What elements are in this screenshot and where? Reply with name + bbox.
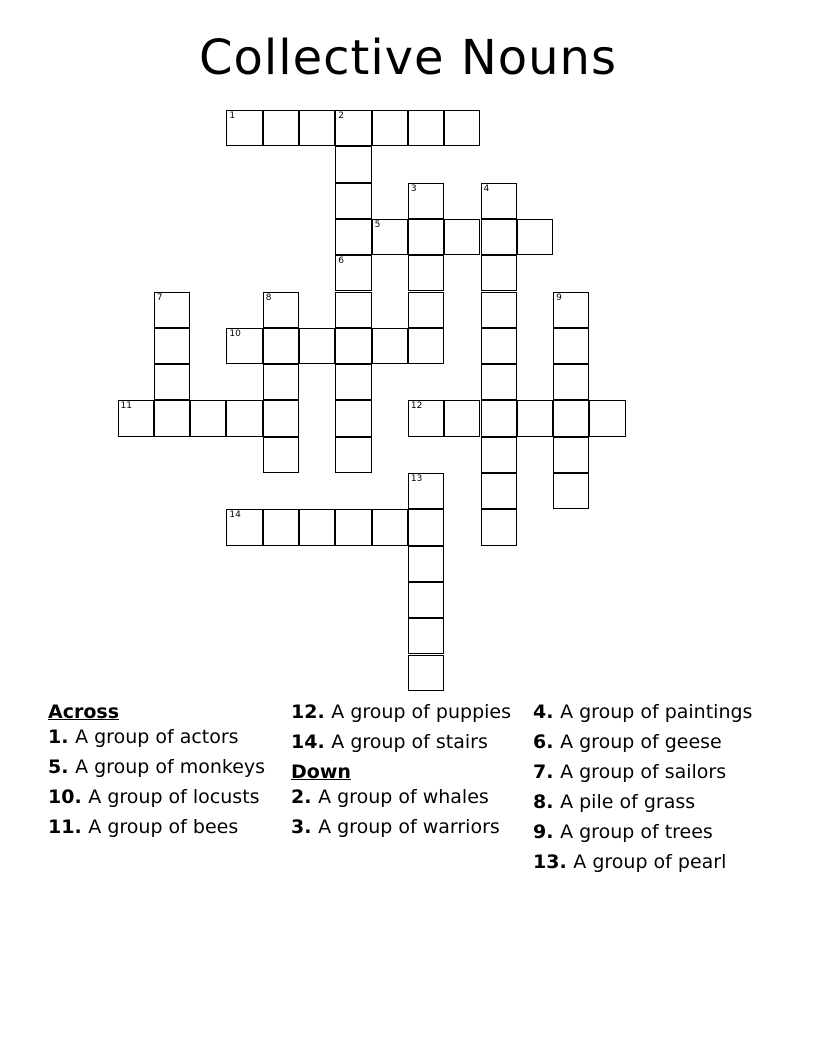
across-heading: Across <box>48 701 120 723</box>
cell-number: 10 <box>229 328 241 339</box>
grid-cell[interactable] <box>408 328 444 364</box>
grid-cell[interactable] <box>335 255 371 291</box>
grid-cell[interactable] <box>335 328 371 364</box>
grid-cell[interactable] <box>408 546 444 582</box>
grid-cell[interactable] <box>553 400 589 436</box>
grid-cell[interactable] <box>372 328 408 364</box>
grid-cell[interactable] <box>372 509 408 545</box>
grid-cell[interactable] <box>408 292 444 328</box>
grid-cell[interactable] <box>408 655 444 691</box>
grid-cell[interactable] <box>444 219 480 255</box>
grid-cell[interactable] <box>335 292 371 328</box>
grid-cell[interactable] <box>154 400 190 436</box>
cell-number: 7 <box>156 292 163 303</box>
grid-cell[interactable] <box>335 400 371 436</box>
grid-cell[interactable] <box>299 509 335 545</box>
clue-across-1: 1. A group of actors <box>48 726 239 748</box>
grid-cell[interactable] <box>481 219 517 255</box>
cell-number: 5 <box>374 219 381 230</box>
grid-cell[interactable] <box>444 400 480 436</box>
grid-cell[interactable] <box>154 364 190 400</box>
grid-cell[interactable] <box>481 509 517 545</box>
cell-number: 8 <box>265 292 272 303</box>
grid-cell[interactable] <box>226 509 262 545</box>
clue-down-9: 9. A group of trees <box>533 821 713 843</box>
clue-across-10: 10. A group of locusts <box>48 786 260 808</box>
grid-cell[interactable] <box>372 219 408 255</box>
grid-cell[interactable] <box>481 437 517 473</box>
grid-cell[interactable] <box>481 400 517 436</box>
cell-number: 13 <box>410 474 423 484</box>
clue-column-3 <box>533 702 768 882</box>
clue-column-1 <box>48 702 283 847</box>
clue-across-14: 14. A group of stairs <box>291 731 488 753</box>
clue-down-4: 4. A group of paintings <box>533 701 753 723</box>
grid-cell[interactable] <box>408 110 444 146</box>
grid-cell[interactable] <box>335 364 371 400</box>
grid-cell[interactable] <box>263 400 299 436</box>
grid-cell[interactable] <box>299 328 335 364</box>
cell-number: 6 <box>338 256 345 267</box>
down-heading: Down <box>291 761 351 783</box>
grid-cell[interactable] <box>190 400 226 436</box>
grid-cell[interactable] <box>408 509 444 545</box>
grid-cell[interactable] <box>226 400 262 436</box>
grid-cell[interactable] <box>335 219 371 255</box>
grid-cell[interactable] <box>263 292 299 328</box>
grid-cell[interactable] <box>263 509 299 545</box>
grid-cell[interactable] <box>226 110 262 146</box>
clue-down-6: 6. A group of geese <box>533 731 722 753</box>
grid-cell[interactable] <box>481 292 517 328</box>
grid-cell[interactable] <box>517 219 553 255</box>
clue-across-11: 11. A group of bees <box>48 816 239 838</box>
cell-number: 9 <box>556 292 562 303</box>
grid-cell[interactable] <box>263 328 299 364</box>
cell-number: 2 <box>338 111 345 121</box>
grid-cell[interactable] <box>481 183 517 219</box>
cell-number: 14 <box>229 510 241 521</box>
grid-cell[interactable] <box>263 364 299 400</box>
clue-across-5: 5. A group of monkeys <box>48 756 266 778</box>
grid-cell[interactable] <box>372 110 408 146</box>
grid-cell[interactable] <box>553 364 589 400</box>
grid-cell[interactable] <box>154 328 190 364</box>
grid-cell[interactable] <box>589 400 625 436</box>
grid-cell[interactable] <box>335 146 371 182</box>
grid-cell[interactable] <box>408 473 444 509</box>
cell-number: 11 <box>120 401 132 412</box>
grid-cell[interactable] <box>481 328 517 364</box>
grid-cell[interactable] <box>118 400 154 436</box>
grid-cell[interactable] <box>553 292 589 328</box>
grid-cell[interactable] <box>481 364 517 400</box>
cell-number: 12 <box>410 401 423 412</box>
clue-down-7: 7. A group of sailors <box>533 761 727 783</box>
grid-cell[interactable] <box>553 328 589 364</box>
grid-cell[interactable] <box>408 618 444 654</box>
grid-cell[interactable] <box>408 400 444 436</box>
grid-cell[interactable] <box>299 110 335 146</box>
grid-cell[interactable] <box>263 437 299 473</box>
grid-cell[interactable] <box>408 183 444 219</box>
grid-cell[interactable] <box>553 473 589 509</box>
grid-cell[interactable] <box>335 509 371 545</box>
clue-down-3: 3. A group of warriors <box>291 816 500 838</box>
clue-column-2 <box>291 702 526 847</box>
grid-cell[interactable] <box>553 437 589 473</box>
grid-cell[interactable] <box>263 110 299 146</box>
clue-down-13: 13. A group of pearl <box>533 851 727 873</box>
cell-number: 1 <box>229 111 236 121</box>
grid-cell[interactable] <box>154 292 190 328</box>
cell-number: 4 <box>483 183 490 194</box>
grid-cell[interactable] <box>335 110 371 146</box>
grid-cell[interactable] <box>481 255 517 291</box>
grid-cell[interactable] <box>444 110 480 146</box>
clue-down-2: 2. A group of whales <box>291 786 489 808</box>
grid-cell[interactable] <box>481 473 517 509</box>
grid-cell[interactable] <box>335 437 371 473</box>
grid-cell[interactable] <box>408 219 444 255</box>
clue-down-8: 8. A pile of grass <box>533 791 696 813</box>
grid-cell[interactable] <box>226 328 262 364</box>
grid-cell[interactable] <box>408 582 444 618</box>
grid-cell[interactable] <box>335 183 371 219</box>
grid-cell[interactable] <box>517 400 553 436</box>
puzzle-title: Collective Nouns <box>199 30 617 86</box>
grid-cell[interactable] <box>408 255 444 291</box>
cell-number: 3 <box>410 183 417 194</box>
clue-across-12: 12. A group of puppies <box>291 701 511 723</box>
